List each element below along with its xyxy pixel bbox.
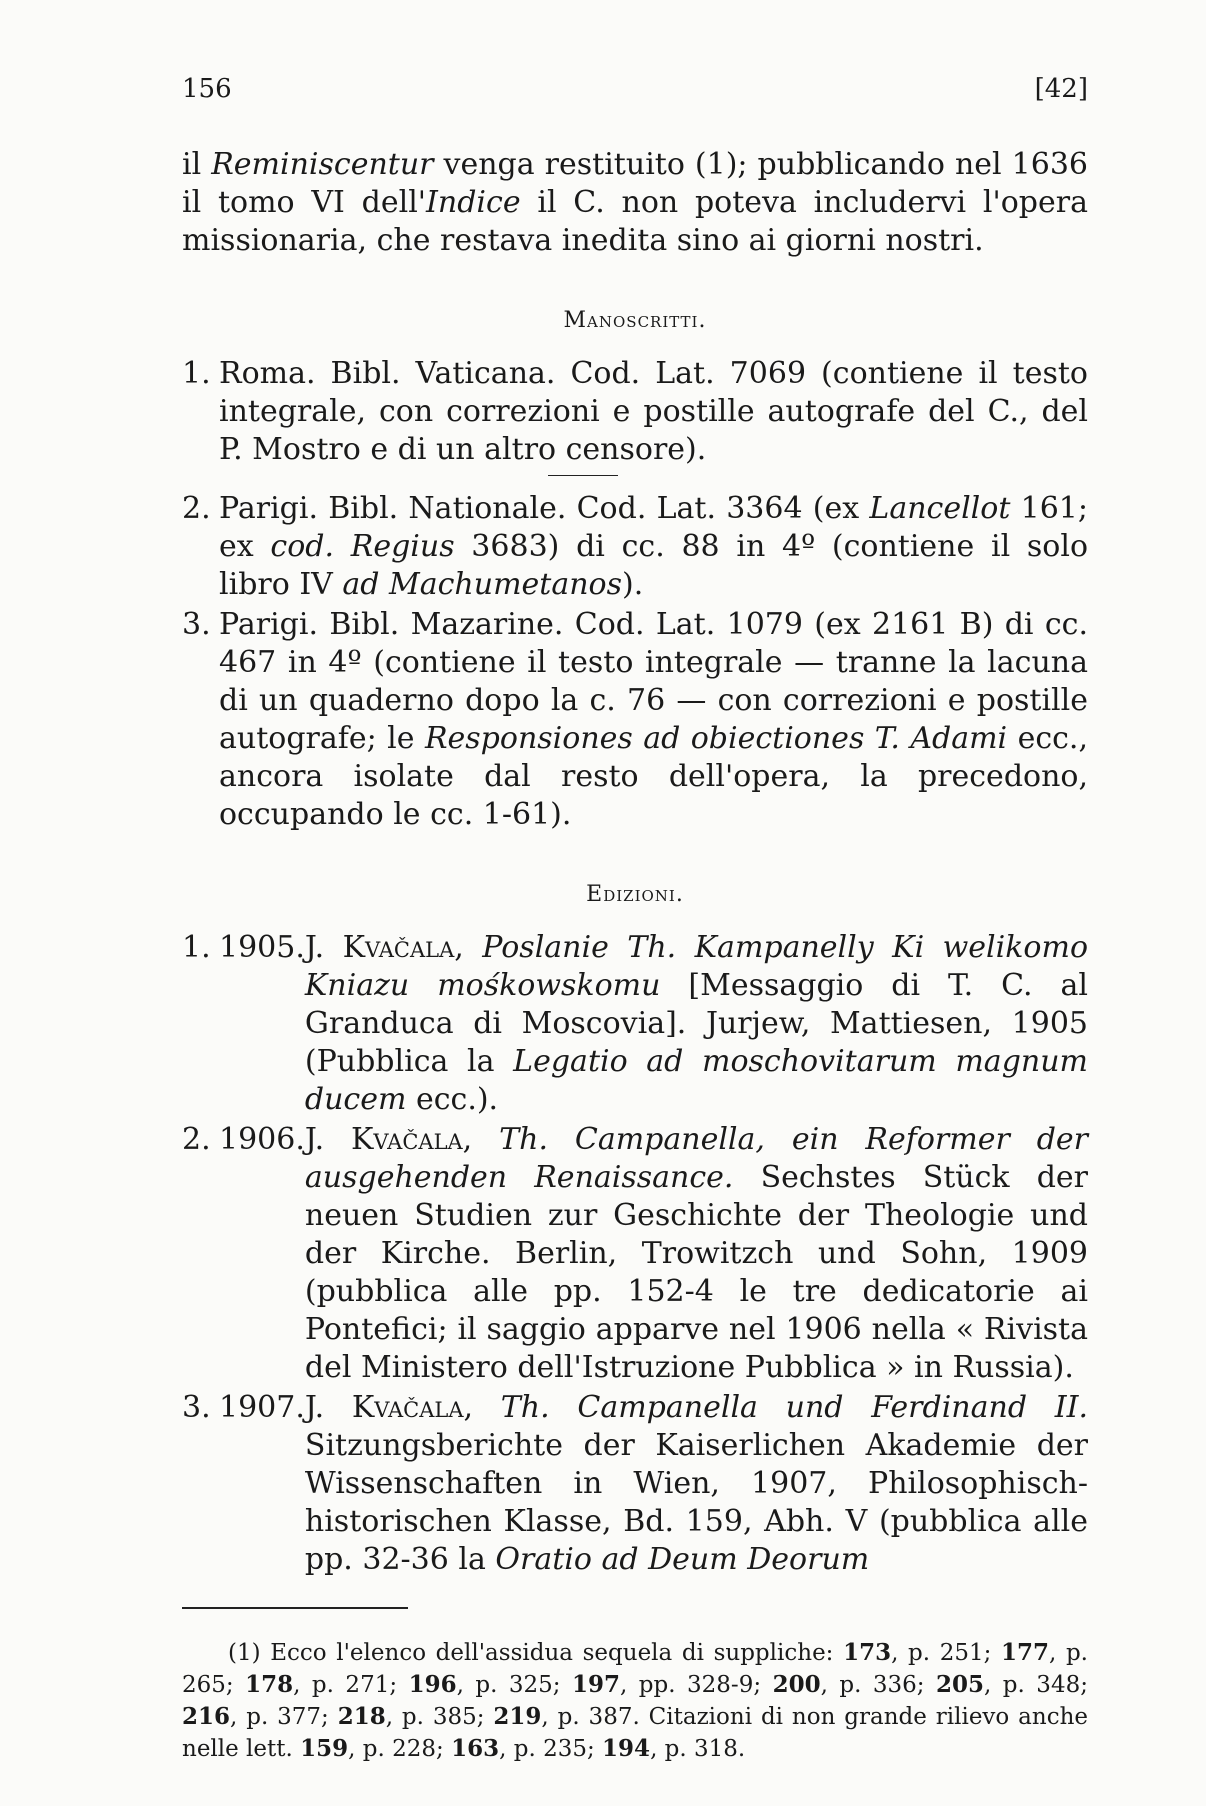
letter-page: , p. 377; [230, 1704, 338, 1730]
footnote-lead: (1) Ecco l'elenco dell'assidua sequela di suppliche: [228, 1640, 844, 1666]
running-head [182, 74, 1088, 104]
entry-number: 1. [182, 356, 211, 391]
manoscritti-list [182, 355, 1088, 469]
entry-part: Parigi. Bibl. Mazarine. Cod. Lat. 1079 (ex 2161 B) di cc. 467 in 4º (contiene il testo integrale — tranne la lacuna di un quaderno dopo la c. 76 — con correzioni e postille autografe; le [219, 607, 1088, 756]
letter-number: 216 [182, 1703, 231, 1730]
entry-text [219, 490, 1088, 604]
entry-part: ). [622, 567, 644, 602]
letter-page: , p. 336; [820, 1672, 936, 1698]
entry-part: [Messaggio di T. C. al Granduca di Moscovia]. Jurjew, Mattiesen, 1905 (Pubblica la [304, 968, 1089, 1079]
entry-part: ecc., ancora isolate dal resto dell'opera, la precedono, occupando le cc. 1-61). [219, 721, 1089, 832]
letter-number: 163 [451, 1735, 500, 1762]
entry-text [219, 1121, 1088, 1387]
intro-text-2: venga restituito (1); pubblicando nel 1636 il tomo VI dell' [182, 147, 1088, 220]
entry-title: Poslanie Th. Kampanelly Ki welikomo Kniazu mośkowskomu [304, 930, 1088, 1003]
entry-part: Parigi. Bibl. Nationale. Cod. Lat. 3364 (ex [219, 491, 870, 526]
entry-part: 3683) di cc. 88 in 4º (contiene il solo libro IV [219, 529, 1088, 602]
entry-italic: Oratio ad Deum Deorum [495, 1542, 870, 1577]
entry-year: 1907. [219, 1390, 305, 1425]
letter-page: , pp. 328-9; [620, 1672, 773, 1698]
entry-title: Th. Campanella und Ferdinand II. [500, 1390, 1088, 1425]
letter-page: , p. 271; [293, 1672, 409, 1698]
letter-page: , p. 235; [499, 1736, 603, 1762]
letter-number: 159 [300, 1735, 349, 1762]
edizioni-list [182, 929, 1088, 1579]
entry-author: J. Kvačala, [304, 1122, 473, 1157]
entry-italic: Lancellot [869, 491, 1011, 526]
letter-number: 197 [572, 1671, 621, 1698]
entry-italic: cod. Regius [270, 529, 455, 564]
entry-text: Roma. Bibl. Vaticana. Cod. Lat. 7069 (contiene il testo integrale, con correzioni e postille autografe del C., del P. Mostro e di un altro censore). [219, 356, 1088, 467]
entry-year: 1906. [219, 1122, 305, 1157]
entry-body [305, 1121, 1088, 1387]
section-marker: [42] [1034, 74, 1088, 104]
manuscript-entry [182, 355, 1088, 469]
letter-number: 196 [408, 1671, 457, 1698]
footnote-rule [182, 1607, 408, 1609]
entry-text [219, 606, 1088, 834]
entry-body [305, 929, 1088, 1119]
entry-text [219, 1389, 1088, 1579]
entry-text [219, 929, 1088, 1119]
intro-italic-2: Indice [426, 185, 521, 220]
entry-italic: Responsiones ad obiectiones T. Adami [424, 721, 1008, 756]
letter-number: 177 [1001, 1639, 1050, 1666]
footnote [182, 1637, 1088, 1765]
page-number: 156 [182, 74, 232, 104]
entry-part: Sechstes Stück der neuen Studien zur Geschichte der Theologie und der Kirche. Berlin, Trowitzch und Sohn, 1909 (pubblica alle pp. 152-4 le tre dedicatorie ai Pontefici; il saggio apparve nel 1906 nella « Rivista del Ministero dell'Istruzione Pubblica » in Russia). [304, 1160, 1088, 1385]
intro-text-1: il [182, 147, 212, 182]
letter-number: 194 [602, 1735, 651, 1762]
entry-number: 2. [182, 1122, 211, 1157]
letter-page: , p. 228; [348, 1736, 452, 1762]
letter-page: , p. 385; [385, 1704, 494, 1730]
entry-number: 2. [182, 491, 211, 526]
manuscript-entry [182, 490, 1088, 604]
entry-italic: ad Machumetanos [342, 567, 622, 602]
entry-body [305, 1389, 1088, 1579]
letter-number: 218 [337, 1703, 386, 1730]
letter-page: , p. 348; [984, 1672, 1088, 1698]
entry-year: 1905. [219, 930, 305, 965]
entry-author: J. Kvačala, [304, 930, 464, 965]
letter-page: , p. 265; [182, 1640, 1088, 1698]
edition-entry [182, 1121, 1088, 1387]
separator-rule [548, 475, 618, 476]
entry-number: 3. [182, 1390, 211, 1425]
manoscritti-list-cont [182, 490, 1088, 834]
entry-italic: Legatio ad moschovitarum magnum ducem [304, 1044, 1088, 1117]
entry-number: 1. [182, 930, 211, 965]
letter-number: 205 [936, 1671, 985, 1698]
edition-entry [182, 929, 1088, 1119]
manoscritti-heading: Manoscritti. [563, 308, 707, 333]
entry-part: 161; ex [219, 491, 1089, 564]
letter-number: 173 [843, 1639, 892, 1666]
entry-title: Th. Campanella, ein Reformer der ausgehenden Renaissance. [304, 1122, 1088, 1195]
entry-author: J. Kvačala, [304, 1390, 474, 1425]
letter-number: 200 [772, 1671, 821, 1698]
edizioni-heading: Edizioni. [586, 882, 684, 907]
edition-entry [182, 1389, 1088, 1579]
intro-italic-1: Reminiscentur [211, 147, 434, 182]
entry-part: ecc.). [406, 1082, 499, 1117]
entry-number: 3. [182, 607, 211, 642]
intro-text-3: il C. non poteva includervi l'opera missionaria, che restava inedita sino ai giorni nostri. [182, 185, 1088, 258]
letter-number: 178 [245, 1671, 294, 1698]
entry-part: Sitzungsberichte der Kaiserlichen Akademie der Wissenschaften in Wien, 1907, Philosophisch-historischen Klasse, Bd. 159, Abh. V (pubblica alle pp. 32-36 la [304, 1428, 1088, 1577]
manuscript-entry [182, 606, 1088, 834]
intro-paragraph [182, 146, 1088, 260]
letter-number: 219 [493, 1703, 542, 1730]
letter-page: , p. 318. [650, 1736, 746, 1762]
letter-page: , p. 251; [891, 1640, 1001, 1666]
letter-page: , p. 387. Citazioni di non grande rilievo anche nelle lett. [182, 1704, 1089, 1762]
letter-page: , p. 325; [456, 1672, 572, 1698]
